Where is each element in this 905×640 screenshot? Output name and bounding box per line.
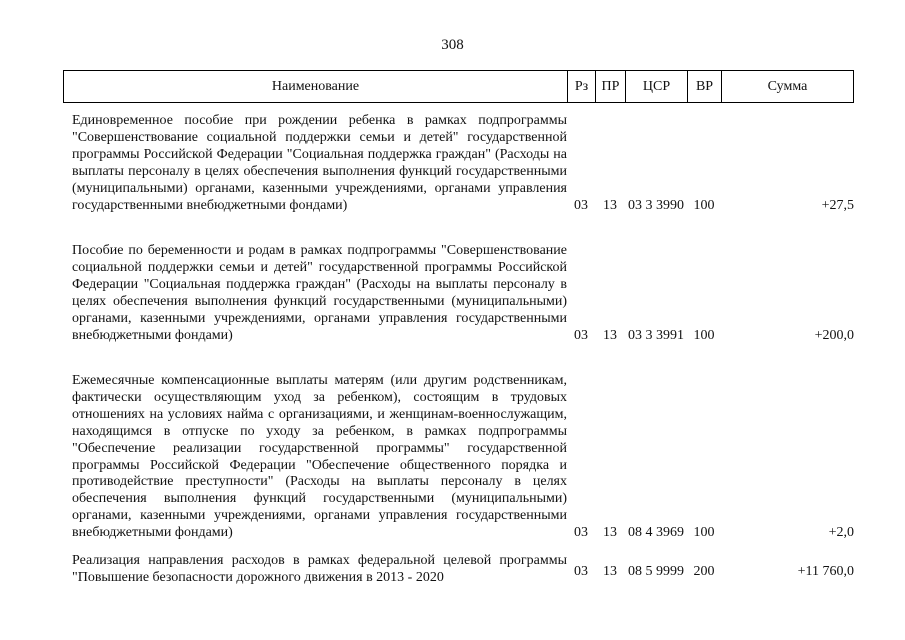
row-rz: 03 bbox=[574, 564, 588, 579]
row-description: Ежемесячные компенсационные выплаты матерям (или другим родственникам, фактически осуществляющим уход за ребенком), состоящим в трудовых отношениях на условиях найма с организациями, и женщинам-военнослужащим, находящимся в отпуске по уходу за ребенком, в рамках подпрограммы "Обеспечение реализации государственной программы" государственной программы Российской Федерации "Обеспечение общественного порядка и противодействие преступности" (Расходы на выплаты персоналу в целях обеспечения выполнения функций государственными (муниципальными) органами, казенными учреждениями, органами управления государственными внебюджетными фондами) bbox=[72, 373, 567, 541]
table-row bbox=[72, 553, 862, 587]
row-vr: 100 bbox=[693, 197, 715, 213]
row-csr: 08 5 9999 bbox=[628, 564, 684, 579]
header-rz: Рз bbox=[567, 71, 595, 102]
header-name: Наименование bbox=[271, 78, 360, 94]
row-rz: 03 bbox=[574, 525, 588, 541]
page-number: 308 bbox=[441, 37, 464, 53]
row-sum: +11 760,0 bbox=[797, 564, 854, 579]
row-sum: +27,5 bbox=[821, 197, 854, 213]
header-csr: ЦСР bbox=[625, 71, 687, 102]
row-csr: 08 4 3969 bbox=[628, 525, 684, 541]
table-row bbox=[72, 243, 862, 344]
row-vr: 200 bbox=[693, 564, 715, 579]
row-csr: 03 3 3991 bbox=[628, 327, 684, 343]
row-pr: 13 bbox=[603, 327, 617, 343]
row-sum: +2,0 bbox=[828, 525, 854, 541]
table-header bbox=[63, 70, 854, 103]
row-description: Реализация направления расходов в рамках федеральной целевой программы "Повышение безопасности дорожного движения в 2013 - 2020 bbox=[72, 553, 567, 585]
row-description: Пособие по беременности и родам в рамках подпрограммы "Совершенствование социальной поддержки семьи и детей" государственной программы Российской Федерации "Социальная поддержка граждан" (Расходы на выплаты персоналу в целях обеспечения выполнения функций государственными (муниципальными) органами, казенными учреждениями, органами управления государственными внебюджетными фондами) bbox=[72, 243, 567, 343]
header-pr: ПР bbox=[595, 71, 625, 102]
row-rz: 03 bbox=[574, 197, 588, 213]
row-csr: 03 3 3990 bbox=[628, 197, 684, 213]
header-sum: Сумма bbox=[721, 71, 853, 102]
row-pr: 13 bbox=[603, 525, 617, 541]
row-description: Единовременное пособие при рождении ребенка в рамках подпрограммы "Совершенствование социальной поддержки семьи и детей" государственной программы Российской Федерации "Социальная поддержка граждан" (Расходы на выплаты персоналу в целях обеспечения выполнения функций государственными (муниципальными) органами, казенными учреждениями, органами управления государственными внебюджетными фондами) bbox=[72, 113, 567, 213]
table-row bbox=[72, 113, 862, 214]
row-vr: 100 bbox=[693, 327, 715, 343]
row-vr: 100 bbox=[693, 525, 715, 541]
row-sum: +200,0 bbox=[814, 327, 854, 343]
row-pr: 13 bbox=[603, 197, 617, 213]
table-row bbox=[72, 373, 862, 542]
row-rz: 03 bbox=[574, 327, 588, 343]
row-pr: 13 bbox=[603, 564, 617, 579]
header-vr: ВР bbox=[687, 71, 721, 102]
